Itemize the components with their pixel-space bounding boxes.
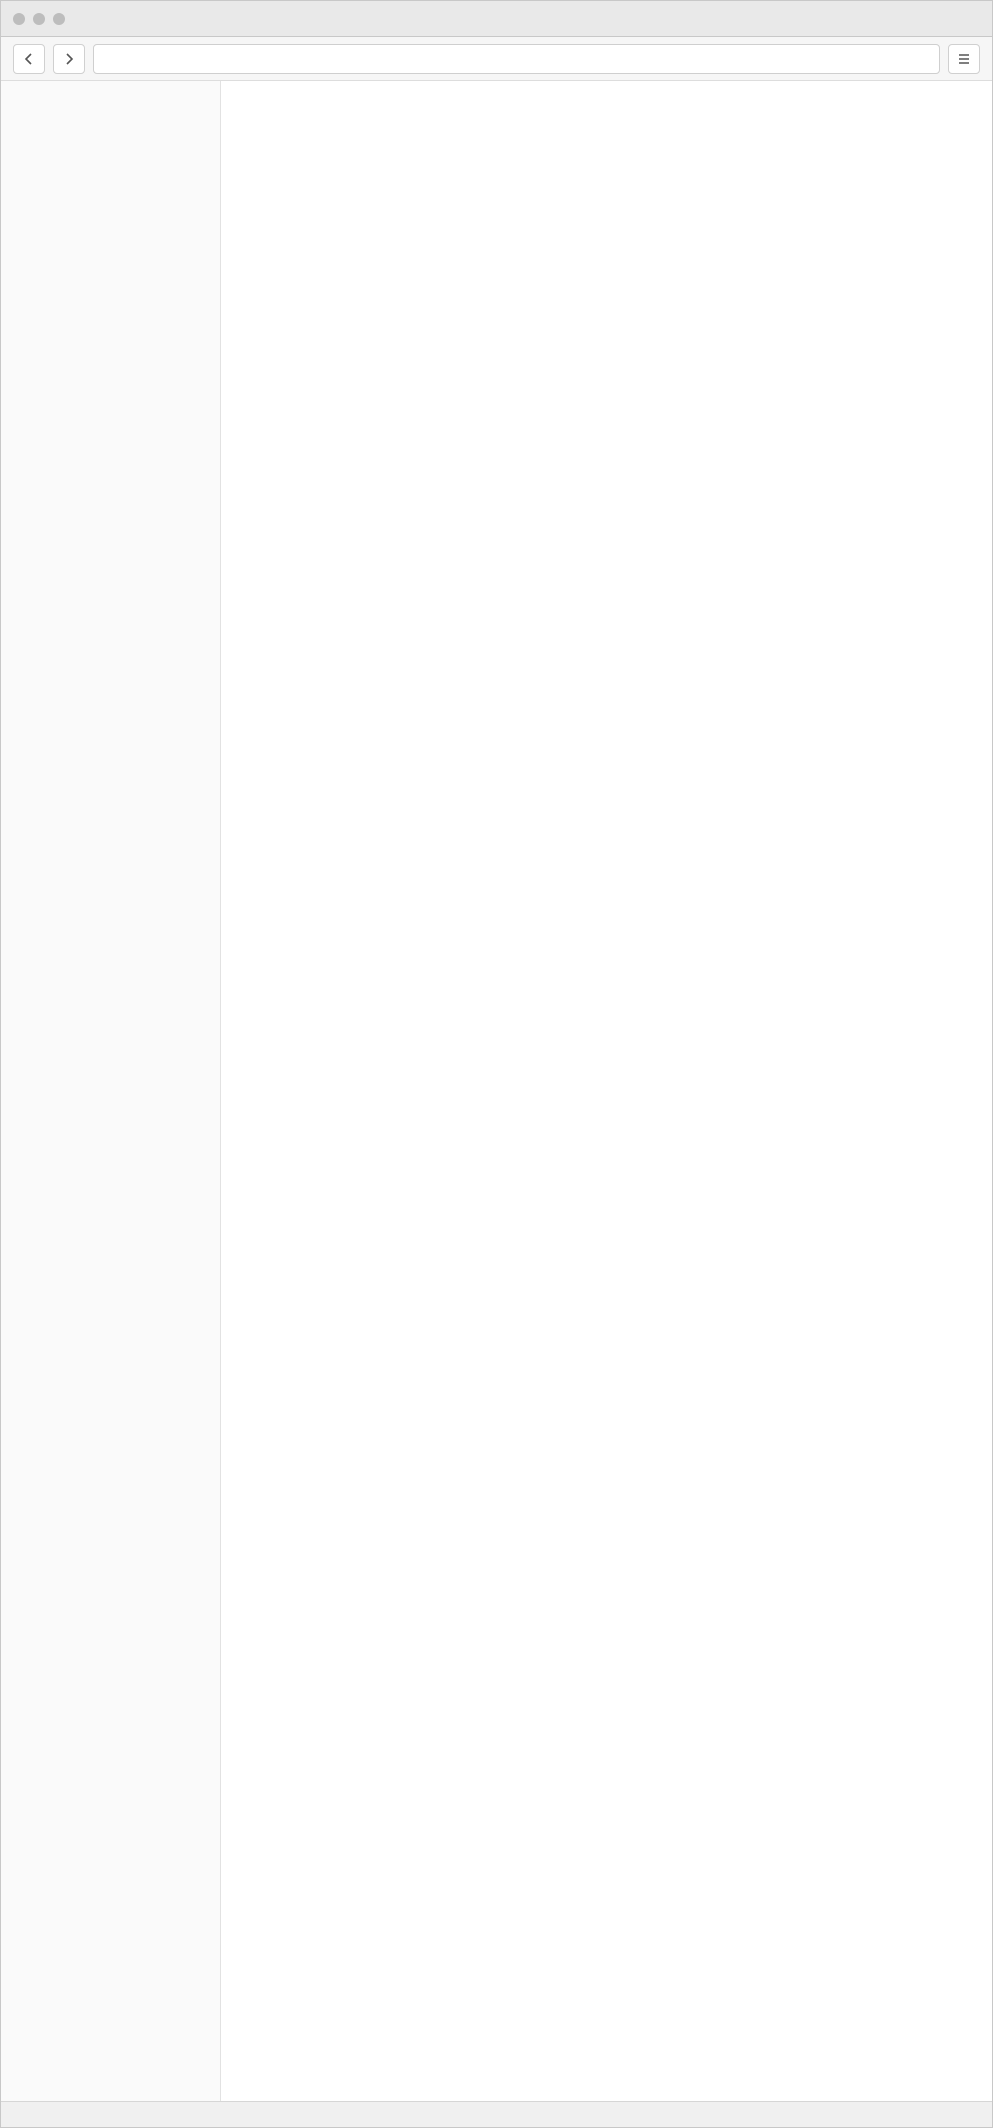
content-area [1, 81, 992, 2101]
arrow-right-icon [62, 52, 76, 66]
toolbar [1, 37, 992, 81]
close-window-button[interactable] [13, 13, 25, 25]
address-input[interactable] [93, 44, 940, 74]
title-bar [1, 1, 992, 37]
window-controls [13, 13, 65, 25]
menu-icon [957, 52, 971, 66]
sidebar [1, 81, 221, 2101]
maximize-window-button[interactable] [53, 13, 65, 25]
main-panel [221, 81, 992, 2101]
minimize-window-button[interactable] [33, 13, 45, 25]
menu-button[interactable] [948, 44, 980, 74]
forward-button[interactable] [53, 44, 85, 74]
arrow-left-icon [22, 52, 36, 66]
back-button[interactable] [13, 44, 45, 74]
status-bar [1, 2101, 992, 2127]
